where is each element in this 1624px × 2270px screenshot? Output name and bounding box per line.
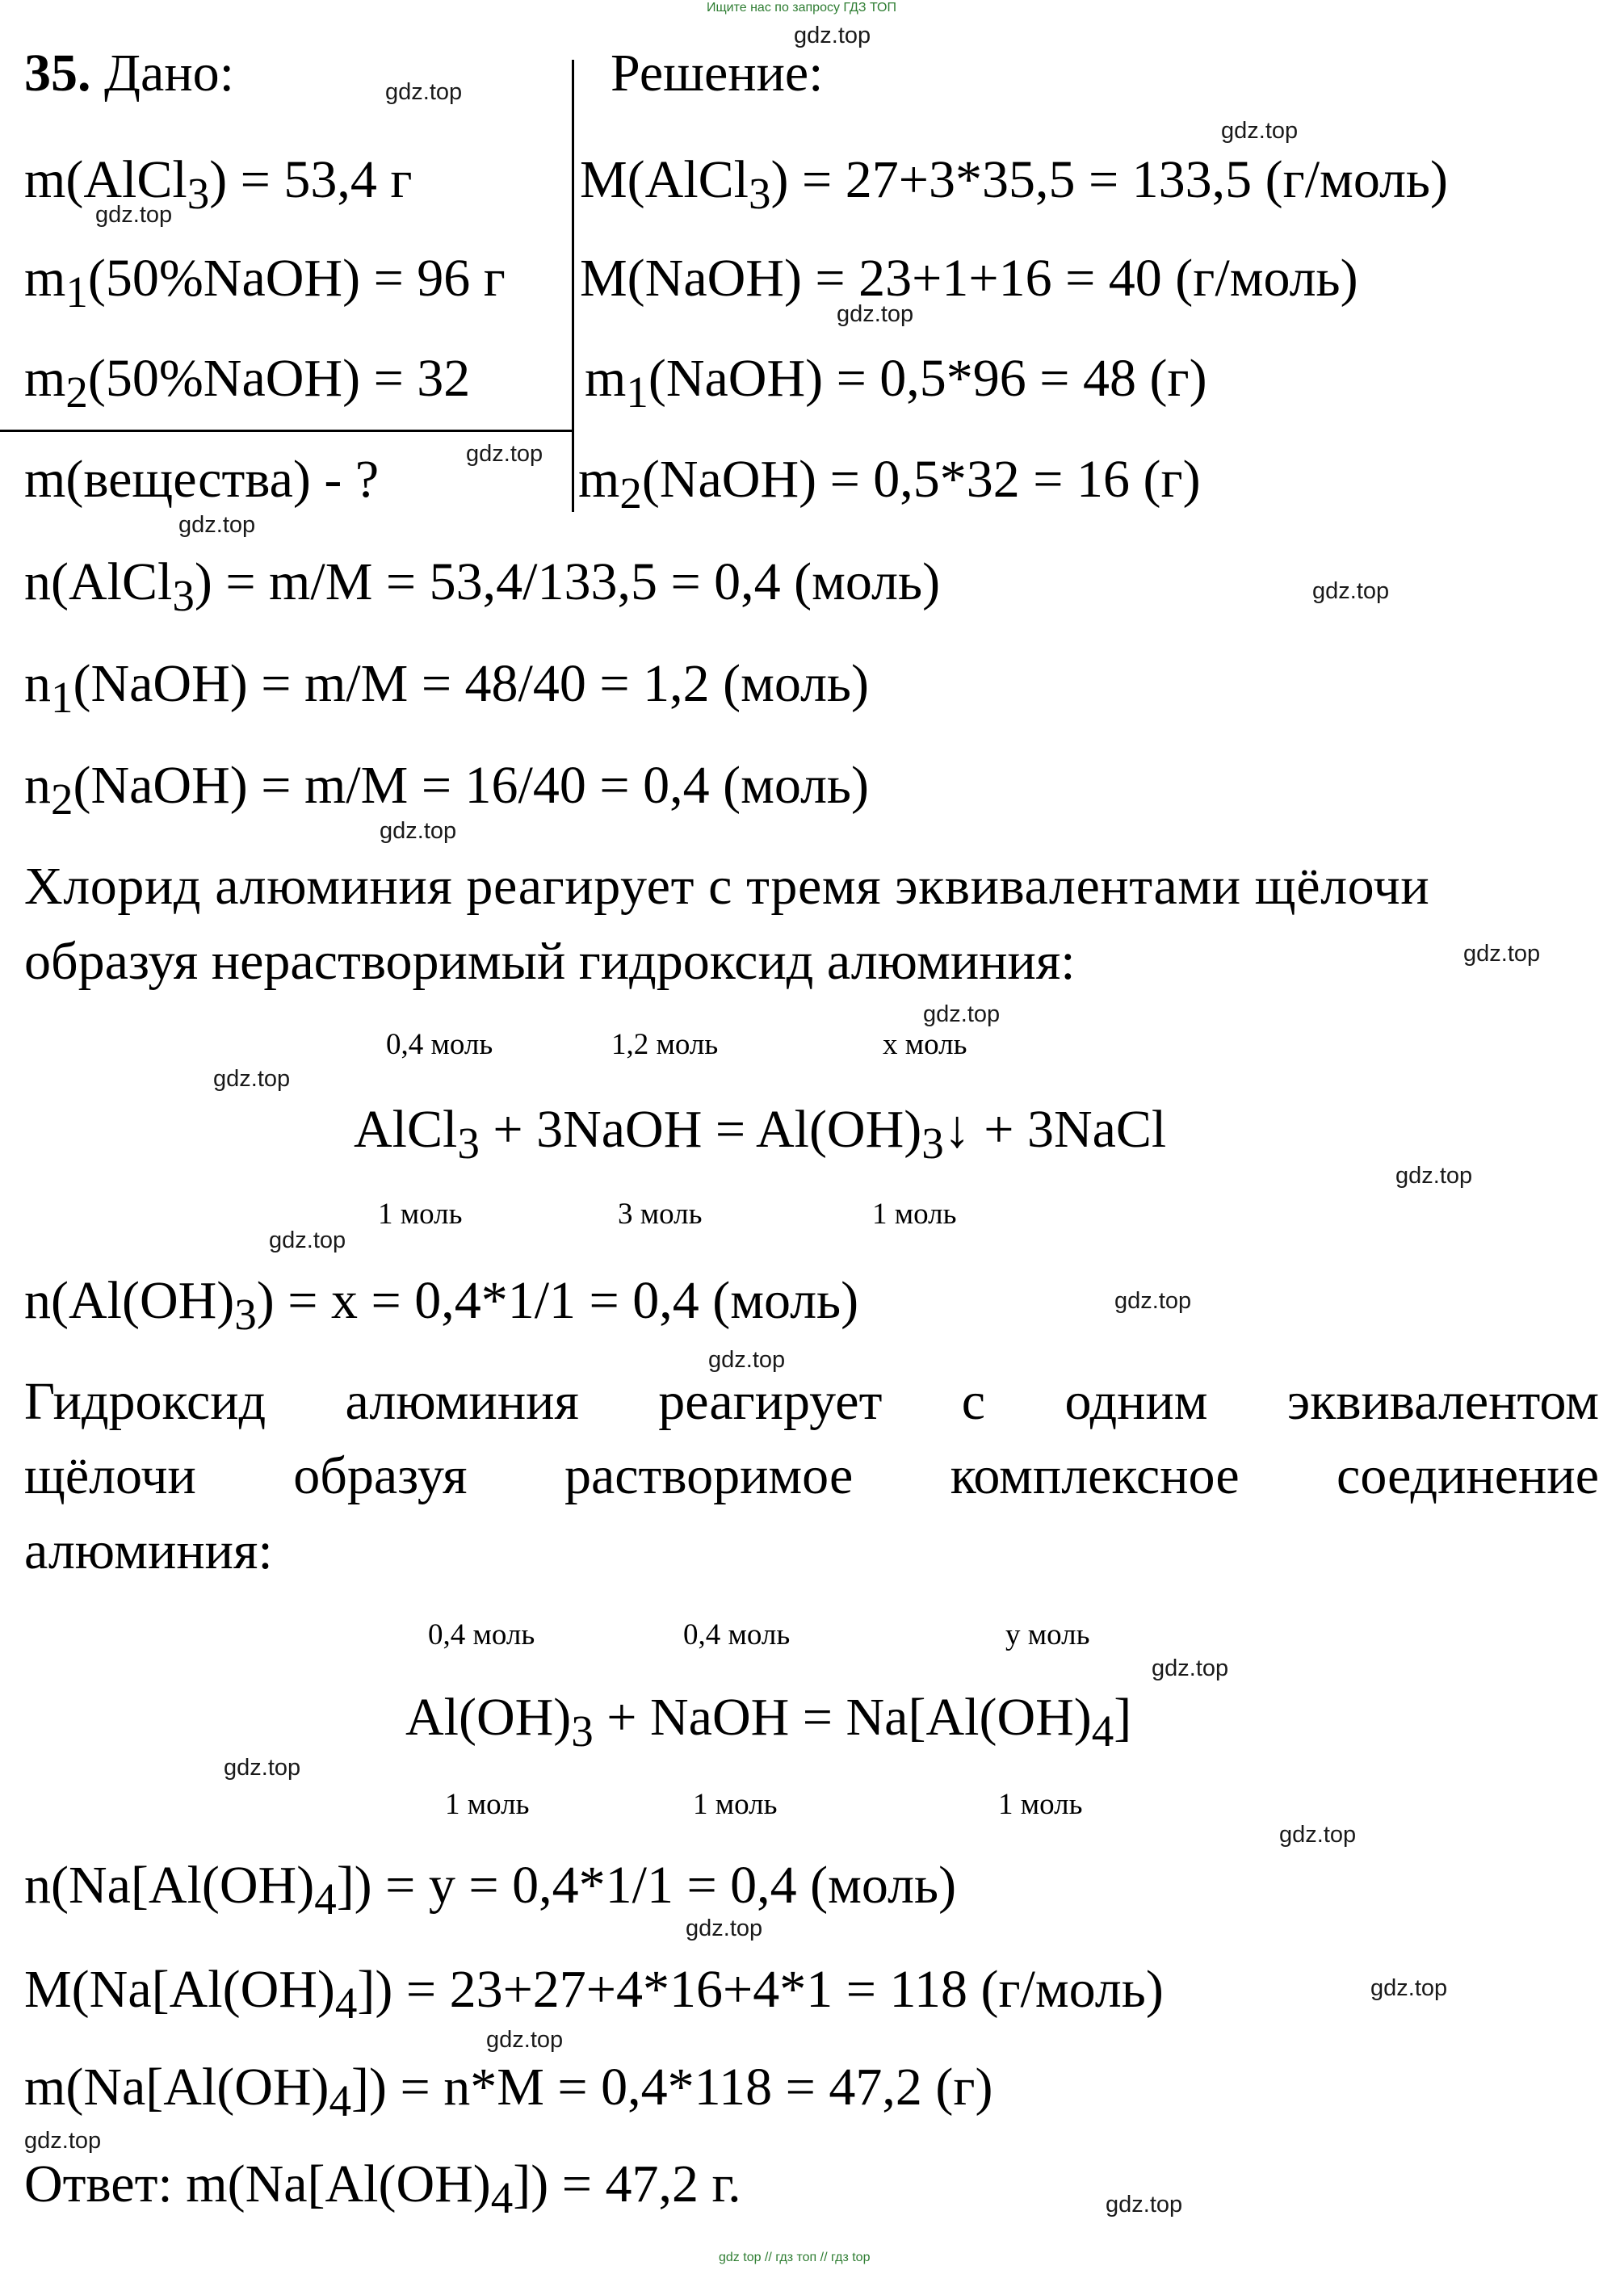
watermark: gdz.top [1221,118,1299,144]
watermark: gdz.top [1114,1288,1192,1314]
given-line: m(вещества) - ? [24,450,380,509]
moles-line: $n_2(NaOH) = m/M = 16/40 = 0,4$ (моль) [24,756,869,825]
paragraph-line: Гидроксид алюминия реагирует с одним эквивалентом [24,1372,1599,1431]
watermark: gdz.top [1106,2192,1183,2218]
footer-watermark: gdz top // гдз топ // гдз top [719,2251,871,2264]
reaction2-above: y моль [1005,1618,1090,1651]
top-notice: Ищите нас по запросу ГДЗ ТОП [707,1,896,15]
reaction1-below: 1 моль [872,1198,957,1231]
watermark: gdz.top [486,2027,564,2053]
answer-line: Ответ: $m(Na[Al(OH)_4]) = 47,2$ г. [24,2155,741,2223]
reaction2-above: 0,4 моль [683,1618,791,1651]
reaction2-below: 1 моль [445,1788,530,1821]
paragraph-line: образуя нерастворимый гидроксид алюминия: [24,932,1076,991]
moles-line: $n_1(NaOH) = m/M = 48/40 = 1,2$ (моль) [24,654,869,723]
reaction2-below: 1 моль [693,1788,778,1821]
moles-line: n(AlCl$_3$) = m/M = 53,4/133,5 = 0,4 (моль) [24,552,941,621]
result-line: $n(Al(OH)_3) = x = 0,4*1/1 = 0,4$ (моль) [24,1271,859,1340]
watermark: gdz.top [1279,1822,1357,1848]
watermark: gdz.top [213,1066,291,1092]
given-line: $m_2(50\%NaOH) = 32$ [24,349,471,417]
paragraph-line: алюминия: [24,1521,273,1580]
final-line: $M(Na[Al(OH)_4]) = 23+27+4*16+4*1 = 118$ (г/моль) [24,1960,1164,2029]
watermark: gdz.top [923,1001,1001,1027]
reaction1-below: 3 моль [618,1198,703,1231]
given-horizontal-divider [0,430,573,432]
reaction1-above: x моль [883,1028,967,1061]
watermark: gdz.top [837,301,914,327]
watermark: gdz.top [1395,1163,1473,1189]
watermark: gdz.top [686,1915,763,1941]
given-title: Дано: [104,44,234,103]
given-line: m(AlCl$_3$) = 53,4 г [24,150,413,219]
watermark: gdz.top [1312,578,1390,604]
watermark: gdz.top [794,23,871,48]
watermark: gdz.top [1463,941,1541,967]
watermark: gdz.top [466,441,543,467]
watermark: gdz.top [95,202,173,228]
watermark: gdz.top [269,1227,346,1253]
watermark: gdz.top [380,818,457,844]
problem-header [24,44,234,103]
paragraph-line: Хлорид алюминия реагирует с тремя эквивалентами щёлочи [24,857,1430,916]
final-line: $n(Na[Al(OH)_4]) = y = 0,4*1/1 = 0,4$ (моль) [24,1856,957,1924]
reaction2-equation: $Al(OH)_3$ + NaOH = $Na[Al(OH)_4]$ [405,1688,1132,1756]
reaction1-equation: AlCl$_3$ + 3NaOH = $Al(OH)_3↓$ + 3NaCl [354,1100,1167,1169]
given-vertical-divider [572,60,574,512]
paragraph-line: щёлочи образуя растворимое комплексное соединение [24,1446,1599,1505]
solution-title: Решение: [611,44,824,103]
problem-number: 35. [24,44,91,103]
solution-line: M(NaOH) = 23+1+16 = 40 (г/моль) [580,249,1358,308]
final-line: $m(Na[Al(OH)_4]) = n*M = 0,4*118 = 47,2$ (г) [24,2058,993,2126]
watermark: gdz.top [24,2128,102,2154]
reaction1-below: 1 моль [378,1198,463,1231]
watermark: gdz.top [1152,1655,1229,1681]
given-line: $m_1(50\%NaOH) = 96$ г [24,249,506,317]
reaction2-above: 0,4 моль [428,1618,535,1651]
solution-line: $m_2(NaOH) = 0,5*32 = 16$ (г) [578,450,1201,518]
watermark: gdz.top [1370,1975,1448,2001]
watermark: gdz.top [708,1347,786,1373]
reaction1-above: 0,4 моль [386,1028,493,1061]
reaction1-above: 1,2 моль [611,1028,719,1061]
solution-line: M(AlCl$_3$) = 27+3*35,5 = 133,5 (г/моль) [580,150,1448,219]
watermark: gdz.top [224,1755,301,1781]
reaction2-below: 1 моль [998,1788,1083,1821]
solution-line: $m_1(NaOH) = 0,5*96 = 48$ (г) [585,349,1207,417]
watermark: gdz.top [178,512,256,538]
watermark: gdz.top [385,79,463,105]
